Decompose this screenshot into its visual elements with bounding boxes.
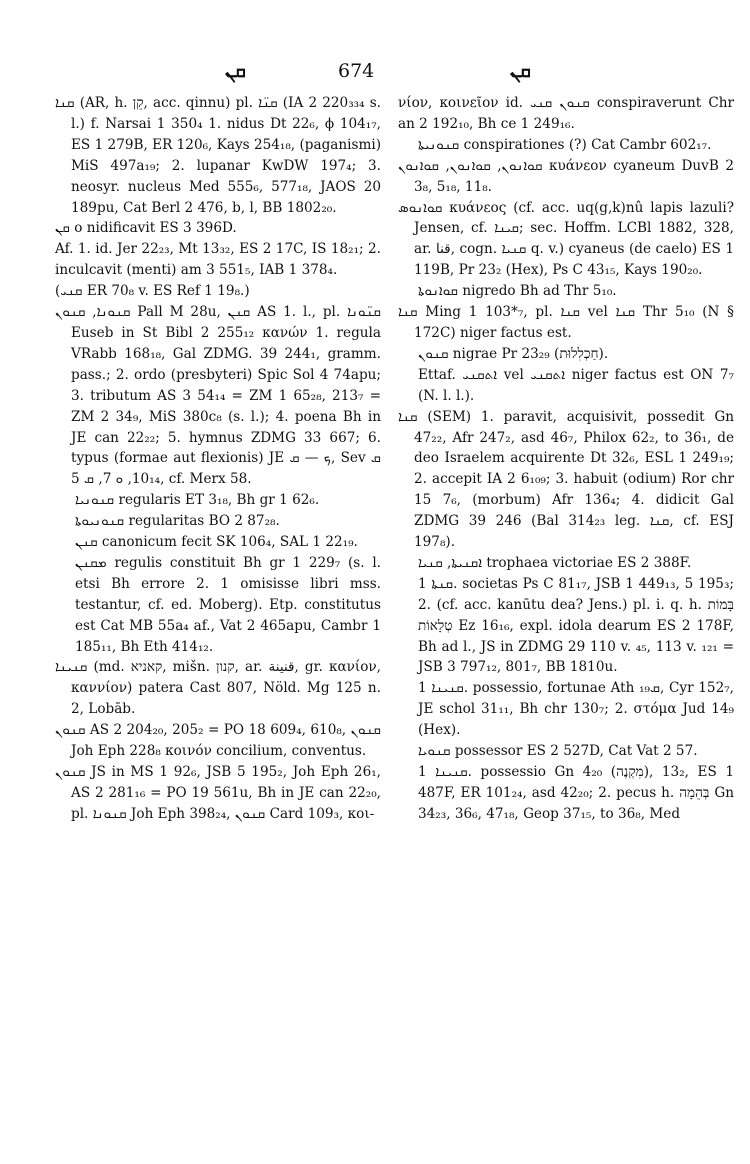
entry-societas: ܩܢܬܐ 1. societas Ps C 81₁₇, JSB 1 449₁₃, 5 195₃; 2. (cf. acc. kanūtu dea? Jens.) pl. i. q. h. בָּמוֹת טְלָאוֹת Ez 16₁₆, expl. idola dearum ES 2 178F, Bh ad l., JS in ZDMG 29 110 v. ₄₅, 113 v. ₁₂₁ = JSB 3 797₁₂, 801₇, BB 1810u.	[418, 575, 734, 676]
entry-qanona: ܩܢܘܢܐ, ܩܢܘܢ Pall M 28u, ܩܢܢ AS 1. l., pl. ܩܢ̈ܘܢܐ Euseb in St Bibl 2 255₁₂ κανών 1. regula VRabb 168₁₈, Gal ZDMG. 39 244₁, gramm. pass.; 2. ordo (presbyteri) Spic Sol 4 74apu; 3. tributum AS 3 54₁₄ = ZM 1 65₂₈, 213₇ = ZM 2 34₉, MiS 380c₈ (s. l.); 4. poena Bh in JE can 22₂₂; 5. hymnus ZDMG 33 667; 6. typus (formae aut flexionis) JE ܟ — ܩ, Sev ܩ 10₁₄, ܘ 7, ܩ 5, cf. Merx 58.	[55, 304, 381, 488]
entry-patera: ܩܢܝܢܐ (md. קאניא, mišn. קנון, ar. قنينة, gr. κανίον, καννίον) patera Cast 807, Nöld. Mg 125 n. 2, Lobāb.	[55, 659, 382, 718]
entry-koinon: ܩܢܘܢ AS 2 204₂₀, 205₂ = PO 18 609₄, 610₈, ܩܢܘܢ Joh Eph 228₈ κοινόν concilium, conventus.	[55, 722, 381, 760]
entry-conspirationes: ܩܢܘܢܝܬܐ conspirationes (?) Cat Cambr 602₁₇.	[418, 136, 712, 153]
entry-trophaea: ܐܩܢܝܬܐ, ܩܢܝܐ trophaea victoriae ES 2 388F.	[418, 554, 692, 571]
entry-possessio-fortunae: ܩܢܝܢܐ 1. possessio, fortunae Ath ܩ₁₉, Cyr 152₇, JE schol 31₁₁, Bh chr 130₇; 2. στόμα Jud 14₉ (Hex).	[418, 680, 734, 739]
entry-ettaf: Ettaf. ܐܬܩܢܝ vel ܐܬܩܢܝ niger factus est ON 7₇ (N. l. l.).	[418, 366, 734, 404]
entry-koinion: ܩܢܘܢ JS in MS 1 92₆, JSB 5 195₂, Joh Eph 26₁, AS 2 281₁₆ = PO 19 561u, Bh in JE can 22₂₀, pl. ܩܢܘܢܐ Joh Eph 398₂₄, ܩܢܘܢ Card 109₃, κοι-	[55, 764, 381, 822]
right-column	[398, 93, 734, 825]
entry-qenna: ܩܢܐ (AR, h. קֵן, acc. qinnu) pl. ܩܢ̈ܐ (IA 2 220₃₃₄ s. l.) f. Narsai 1 350₄ 1. nidus Dt 22₆, ϕ 104₁₇, ES 1 279B, ER 120₆, Kays 254₁₈, (paganismi) MiS 497a₁₉; 2. lupanar KwDW 197₄; 3. neosyr. nucleus Med 555₆, 577₁₈, JAOS 20 189pu, Cat Berl 2 476, b, l, BB 1802₂₀.	[55, 95, 382, 216]
entry-possessio-pecus: ܩܢܝܢܐ 1. possessio Gn 4₂₀ (מִקְנֶה), 13₂, ES 1 487F, ER 101₂₄, asd 42₂₀; 2. pecus h. בְּהֵמָה Gn 34₂₃, 36₆, 47₁₈, Geop 37₁₅, to 36₈, Med	[418, 764, 734, 822]
entry-kyaneon: ܩܘܐܢܘܢ, ܩܘܐܢܘܢ, ܩܘܐܢܘܢ κυάνεον cyaneum DuvB 2 3₈, 5₁₈, 11₈.	[398, 157, 734, 195]
right-running-headword: ܩܢ	[510, 60, 531, 82]
entry-koinion-continued: νίον, κοινεῖον id. ܩܢܘܢ ܩܢܝ conspiraverunt Chr an 2 192₁₀, Bh ce 1 249₁₆.	[398, 95, 734, 132]
entry-nigrae: ܩܢܘܢ nigrae Pr 23₂₉ (חַכְלִלוּת).	[418, 345, 609, 362]
entry-qna-paravit: ܩܢܐ (SEM) 1. paravit, acquisivit, possedit Gn 47₂₂, Afr 247₂, asd 46₇, Philox 62₂, to 36₁, de deo Israelem acquirente Dt 32₆, ESL 1 249₁₉; 2. accepit IA 2 6₁₀₉; 3. habuit (odium) Ror chr 15 7₆, (morbum) Afr 136₄; 4. didicit Gal ZDMG 39 246 (Bal 314₂₃ leg. ܩܢܐ, cf. ESJ 197₈).	[398, 408, 734, 551]
entry-cross-reference: (ܩܢܝ ER 70₈ v. ES Ref 1 19₈.)	[55, 283, 250, 300]
entry-niger-factus: ܩܢܐ Ming 1 103*₇, pl. ܩܢܐ vel ܩܢܐ Thr 5₁₀ (N § 172C) niger factus est.	[398, 304, 734, 341]
entry-possessor: ܩܢܘܝܐ possessor ES 2 527D, Cat Vat 2 57.	[418, 743, 698, 760]
entry-nigredo: ܩܘܐܢܘܬܐ nigredo Bh ad Thr 5₁₀.	[418, 283, 617, 300]
entry-aphel: Af. 1. id. Jer 22₂₃, Mt 13₃₂, ES 2 17C, IS 18₂₁; 2. inculcavit (menti) am 3 551₅, IAB 1 378₄.	[55, 241, 381, 279]
entry-regularis: ܩܢܘܢܝܐ regularis ET 3₁₈, Bh gr 1 62₆.	[75, 492, 320, 509]
entry-regularitas: ܩܢܘܢܝܘܬܐ regularitas BO 2 87₂₈.	[75, 513, 280, 530]
entry-qan-verb: ܩܢ o nidificavit ES 3 396D.	[55, 220, 237, 237]
entry-regulis-constituit: ܡܩܢܢ regulis constituit Bh gr 1 229₇ (s. l. etsi Bh errore 2. 1 omisisse libri mss. testantur, cf. ed. Moberg). Etp. constitutus est Cat MB 55a₄ af., Vat 2 465apu, Cambr 1 185₁₁, Bh Eth 414₁₂.	[75, 554, 381, 655]
left-column	[55, 93, 381, 825]
left-running-headword: ܩܢ	[225, 60, 246, 82]
entry-canonicum-fecit: ܩܢܢ canonicum fecit SK 106₄, SAL 1 22₁₉.	[75, 534, 358, 551]
page-header	[0, 60, 750, 88]
page-number: 674	[338, 60, 375, 82]
entry-kyaneos: ܩܘܐܢܘܣ κυάνεος (cf. acc. uq(g,k)nû lapis lazuli? Jensen, cf. ܩܝܢܐ; sec. Hoffm. LCBl 1882, 328, ar. قنا, cogn. ܩܢܝܐ q. v.) cyaneus (de caelo) ES 1 119B, Pr 23₂ (Hex), Ps C 43₁₅, Kays 190₂₀.	[398, 199, 735, 279]
